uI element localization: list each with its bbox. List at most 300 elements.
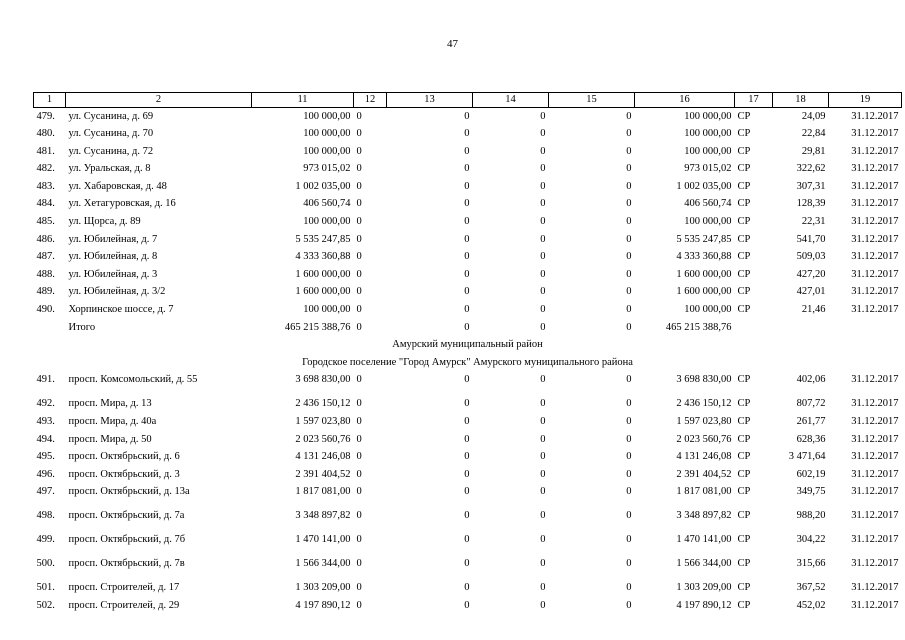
cell: 1 600 000,00 bbox=[676, 268, 732, 280]
cell: 1 817 081,00 bbox=[295, 486, 351, 498]
cell: 0 bbox=[464, 321, 470, 333]
cell: 0 bbox=[356, 198, 362, 210]
cell: 0 bbox=[626, 398, 632, 410]
cell: 973 015,02 bbox=[303, 163, 351, 175]
cell: 1 600 000,00 bbox=[676, 286, 732, 298]
cell: 0 bbox=[464, 145, 470, 157]
cell: 0 bbox=[464, 599, 470, 611]
address-cell: просп. Строителей, д. 17 bbox=[68, 582, 180, 594]
cell: 0 bbox=[626, 468, 632, 480]
cell: 0 bbox=[626, 180, 632, 192]
cell: 0 bbox=[540, 304, 546, 316]
section-row bbox=[34, 354, 902, 372]
cell: 0 bbox=[540, 558, 546, 570]
cell: 0 bbox=[626, 111, 632, 122]
table-row bbox=[34, 579, 902, 597]
table-row bbox=[34, 231, 902, 249]
address-cell: просп. Октябрьский, д. 7б bbox=[68, 534, 186, 546]
cell: СР bbox=[737, 233, 751, 245]
cell: 31.12.2017 bbox=[851, 468, 899, 480]
cell: 465 215 388,76 bbox=[284, 321, 351, 333]
cell: 22,84 bbox=[801, 128, 826, 140]
cell: 0 bbox=[356, 321, 362, 333]
district-heading: Амурский муниципальный район bbox=[392, 339, 543, 351]
address-cell: просп. Октябрьский, д. 7а bbox=[68, 510, 185, 522]
cell: 0 bbox=[356, 163, 362, 175]
cell: 31.12.2017 bbox=[851, 416, 899, 427]
cell: 490. bbox=[36, 304, 55, 316]
cell: 0 bbox=[540, 321, 546, 333]
cell: 496. bbox=[36, 468, 55, 480]
cell: 0 bbox=[464, 451, 470, 463]
address-cell: просп. Октябрьский, д. 13а bbox=[68, 486, 190, 498]
total-row bbox=[34, 319, 902, 337]
cell: СР bbox=[737, 180, 751, 192]
cell: 0 bbox=[626, 286, 632, 298]
cell: 406 560,74 bbox=[303, 198, 351, 210]
cell: 0 bbox=[626, 145, 632, 157]
cell: 100 000,00 bbox=[303, 304, 351, 316]
cell: 480. bbox=[36, 128, 55, 140]
address-cell: ул. Юбилейная, д. 7 bbox=[68, 233, 158, 245]
cell: СР bbox=[737, 510, 751, 522]
cell: 0 bbox=[464, 180, 470, 192]
column-number-header bbox=[34, 93, 902, 108]
cell: 484. bbox=[36, 198, 55, 210]
cell bbox=[735, 319, 773, 337]
cell: СР bbox=[737, 286, 751, 298]
cell: 0 bbox=[464, 304, 470, 316]
table-row bbox=[34, 431, 902, 449]
cell: 0 bbox=[626, 486, 632, 498]
cell: 2 436 150,12 bbox=[676, 398, 732, 410]
cell: 0 bbox=[356, 180, 362, 192]
table-row bbox=[34, 266, 902, 284]
cell: СР bbox=[737, 582, 751, 594]
cell: 0 bbox=[356, 510, 362, 522]
cell: 3 698 830,00 bbox=[676, 374, 732, 386]
cell: 1 597 023,80 bbox=[295, 416, 351, 427]
cell: 0 bbox=[464, 128, 470, 140]
table-row bbox=[34, 301, 902, 319]
cell: 489. bbox=[36, 286, 55, 298]
cell: 100 000,00 bbox=[684, 216, 732, 228]
cell: 4 333 360,88 bbox=[676, 251, 732, 263]
cell: 488. bbox=[36, 268, 55, 280]
cell: 0 bbox=[464, 374, 470, 386]
cell: 31.12.2017 bbox=[851, 534, 899, 546]
cell: 1 566 344,00 bbox=[295, 558, 351, 570]
column-header: 17 bbox=[735, 93, 773, 108]
cell bbox=[829, 319, 902, 337]
table-row bbox=[34, 597, 902, 615]
cell: 0 bbox=[356, 451, 362, 463]
cell: 322,62 bbox=[796, 163, 826, 175]
table-row bbox=[34, 413, 902, 431]
cell: 0 bbox=[356, 145, 362, 157]
cell: 315,66 bbox=[796, 558, 826, 570]
address-cell: ул. Хетагуровская, д. 16 bbox=[68, 198, 176, 210]
cell: 0 bbox=[464, 582, 470, 594]
table-row bbox=[34, 283, 902, 301]
cell: 0 bbox=[464, 198, 470, 210]
address-cell: ул. Юбилейная, д. 3 bbox=[68, 268, 158, 280]
column-header: 12 bbox=[354, 93, 387, 108]
column-header: 15 bbox=[549, 93, 635, 108]
cell: 21,46 bbox=[801, 304, 826, 316]
cell: 0 bbox=[540, 433, 546, 445]
cell: 0 bbox=[540, 145, 546, 157]
address-cell: просп. Октябрьский, д. 3 bbox=[68, 468, 180, 480]
cell: 22,31 bbox=[801, 216, 826, 228]
cell: 0 bbox=[626, 433, 632, 445]
cell: 0 bbox=[356, 304, 362, 316]
cell: 0 bbox=[626, 251, 632, 263]
cell bbox=[34, 319, 66, 337]
cell: 24,09 bbox=[801, 111, 826, 122]
cell: 4 131 246,08 bbox=[295, 451, 351, 463]
cell: 5 535 247,85 bbox=[295, 233, 351, 245]
cell: 0 bbox=[356, 416, 362, 427]
cell: 307,31 bbox=[796, 180, 826, 192]
cell: 0 bbox=[356, 374, 362, 386]
cell: СР bbox=[737, 111, 751, 122]
cell: 0 bbox=[356, 216, 362, 228]
cell: 479. bbox=[36, 111, 55, 122]
cell: 0 bbox=[626, 416, 632, 427]
cell: 0 bbox=[356, 468, 362, 480]
cell: 0 bbox=[626, 198, 632, 210]
cell: 0 bbox=[540, 468, 546, 480]
cell: 0 bbox=[540, 582, 546, 594]
cell: 807,72 bbox=[796, 398, 826, 410]
address-cell: просп. Октябрьский, д. 6 bbox=[68, 451, 180, 463]
cell: 988,20 bbox=[796, 510, 826, 522]
cell: 0 bbox=[464, 534, 470, 546]
cell: 31.12.2017 bbox=[851, 286, 899, 298]
total-label: Итого bbox=[68, 321, 96, 333]
cell: 31.12.2017 bbox=[851, 510, 899, 522]
cell: 31.12.2017 bbox=[851, 128, 899, 140]
cell: 541,70 bbox=[796, 233, 826, 245]
cell: 5 535 247,85 bbox=[676, 233, 732, 245]
cell: 100 000,00 bbox=[303, 145, 351, 157]
cell: 0 bbox=[626, 304, 632, 316]
cell: 491. bbox=[36, 374, 55, 386]
column-header: 13 bbox=[387, 93, 473, 108]
cell: 0 bbox=[356, 251, 362, 263]
cell: 0 bbox=[356, 582, 362, 594]
address-cell: ул. Сусанина, д. 69 bbox=[68, 111, 154, 122]
cell: 0 bbox=[356, 268, 362, 280]
cell: СР bbox=[737, 451, 751, 463]
cell: 482. bbox=[36, 163, 55, 175]
cell: 100 000,00 bbox=[303, 128, 351, 140]
table-row bbox=[34, 213, 902, 231]
cell: 31.12.2017 bbox=[851, 251, 899, 263]
cell: 261,77 bbox=[796, 416, 826, 427]
cell: 973 015,02 bbox=[684, 163, 732, 175]
cell: 1 303 209,00 bbox=[676, 582, 732, 594]
cell: 0 bbox=[540, 216, 546, 228]
cell: 0 bbox=[626, 534, 632, 546]
cell: 0 bbox=[540, 180, 546, 192]
cell: 0 bbox=[464, 558, 470, 570]
cell: 2 391 404,52 bbox=[295, 468, 351, 480]
cell: 0 bbox=[626, 582, 632, 594]
cell: 1 600 000,00 bbox=[295, 268, 351, 280]
cell: 406 560,74 bbox=[684, 198, 732, 210]
cell: 31.12.2017 bbox=[851, 163, 899, 175]
address-cell: ул. Юбилейная, д. 3/2 bbox=[68, 286, 166, 298]
cell: 349,75 bbox=[796, 486, 826, 498]
cell: 0 bbox=[540, 510, 546, 522]
cell: 1 597 023,80 bbox=[676, 416, 732, 427]
table-row bbox=[34, 178, 902, 196]
cell: 0 bbox=[540, 163, 546, 175]
cell: 0 bbox=[626, 321, 632, 333]
cell: 0 bbox=[464, 163, 470, 175]
cell: 500. bbox=[36, 558, 55, 570]
cell: СР bbox=[737, 398, 751, 410]
cell: 1 002 035,00 bbox=[295, 180, 351, 192]
table-row bbox=[34, 483, 902, 507]
cell: 465 215 388,76 bbox=[665, 321, 732, 333]
table-row bbox=[34, 143, 902, 161]
cell: 0 bbox=[464, 251, 470, 263]
table-row bbox=[34, 195, 902, 213]
cell: 0 bbox=[540, 233, 546, 245]
cell: 1 470 141,00 bbox=[676, 534, 732, 546]
cell: 487. bbox=[36, 251, 55, 263]
cell: 0 bbox=[540, 286, 546, 298]
cell: СР bbox=[737, 304, 751, 316]
cell: 128,39 bbox=[796, 198, 826, 210]
cell: 483. bbox=[36, 180, 55, 192]
cell: 0 bbox=[540, 599, 546, 611]
cell: СР bbox=[737, 486, 751, 498]
cell: 502. bbox=[36, 599, 55, 611]
cell: СР bbox=[737, 268, 751, 280]
cell: 498. bbox=[36, 510, 55, 522]
cell: 31.12.2017 bbox=[851, 398, 899, 410]
cell: 0 bbox=[540, 398, 546, 410]
address-cell: Хорпинское шоссе, д. 7 bbox=[68, 304, 174, 316]
cell: 0 bbox=[540, 128, 546, 140]
cell: 602,19 bbox=[796, 468, 826, 480]
cell: 100 000,00 bbox=[303, 111, 351, 122]
cell: 0 bbox=[464, 433, 470, 445]
cell: 0 bbox=[464, 398, 470, 410]
column-header: 19 bbox=[829, 93, 902, 108]
cell: 0 bbox=[356, 128, 362, 140]
cell: 0 bbox=[464, 268, 470, 280]
cell: 499. bbox=[36, 534, 55, 546]
cell: 492. bbox=[36, 398, 55, 410]
cell: 100 000,00 bbox=[684, 145, 732, 157]
cell: 304,22 bbox=[796, 534, 826, 546]
cell: 31.12.2017 bbox=[851, 216, 899, 228]
cell: 0 bbox=[626, 451, 632, 463]
cell: СР bbox=[737, 558, 751, 570]
cell: 1 470 141,00 bbox=[295, 534, 351, 546]
cell: 0 bbox=[356, 486, 362, 498]
cell: СР bbox=[737, 468, 751, 480]
cell: 31.12.2017 bbox=[851, 582, 899, 594]
cell: 0 bbox=[540, 198, 546, 210]
cell: 31.12.2017 bbox=[851, 304, 899, 316]
cell: СР bbox=[737, 251, 751, 263]
cell: 493. bbox=[36, 416, 55, 427]
cell: 0 bbox=[626, 216, 632, 228]
cell: 3 348 897,82 bbox=[676, 510, 732, 522]
cell: 0 bbox=[540, 486, 546, 498]
cell: 2 023 560,76 bbox=[295, 433, 351, 445]
cell: 100 000,00 bbox=[684, 304, 732, 316]
address-cell: просп. Мира, д. 50 bbox=[68, 433, 152, 445]
address-cell: просп. Мира, д. 13 bbox=[68, 398, 152, 410]
cell: 0 bbox=[356, 558, 362, 570]
cell: 2 436 150,12 bbox=[295, 398, 351, 410]
cell: 31.12.2017 bbox=[851, 198, 899, 210]
cell: 31.12.2017 bbox=[851, 433, 899, 445]
table-row bbox=[34, 448, 902, 466]
cell: 3 348 897,82 bbox=[295, 510, 351, 522]
cell: СР bbox=[737, 216, 751, 228]
address-cell: просп. Строителей, д. 29 bbox=[68, 599, 180, 611]
settlement-heading: Городское поселение "Город Амурск" Амурского муниципального района bbox=[302, 356, 633, 368]
cell: 29,81 bbox=[801, 145, 826, 157]
cell: 0 bbox=[464, 468, 470, 480]
cell: 0 bbox=[356, 433, 362, 445]
cell: 0 bbox=[356, 233, 362, 245]
cell: 100 000,00 bbox=[684, 111, 732, 122]
table-row bbox=[34, 248, 902, 266]
cell: 0 bbox=[626, 128, 632, 140]
cell: 427,20 bbox=[796, 268, 826, 280]
cell: 100 000,00 bbox=[303, 216, 351, 228]
cell: 0 bbox=[356, 111, 362, 122]
cell: 3 698 830,00 bbox=[295, 374, 351, 386]
cell: 0 bbox=[540, 268, 546, 280]
column-header: 11 bbox=[252, 93, 354, 108]
cell: 0 bbox=[540, 534, 546, 546]
cell: 0 bbox=[540, 374, 546, 386]
cell: 31.12.2017 bbox=[851, 451, 899, 463]
cell: СР bbox=[737, 374, 751, 386]
cell: 31.12.2017 bbox=[851, 374, 899, 386]
cell: 509,03 bbox=[796, 251, 826, 263]
cell: 0 bbox=[464, 216, 470, 228]
cell: СР bbox=[737, 163, 751, 175]
table-row bbox=[34, 108, 902, 126]
cell: СР bbox=[737, 416, 751, 427]
cell: 0 bbox=[464, 111, 470, 122]
cell: 1 002 035,00 bbox=[676, 180, 732, 192]
cell: 0 bbox=[540, 251, 546, 263]
cell: 0 bbox=[626, 268, 632, 280]
cell: 4 333 360,88 bbox=[295, 251, 351, 263]
table-row bbox=[34, 371, 902, 395]
cell: 31.12.2017 bbox=[851, 268, 899, 280]
table-row bbox=[34, 395, 902, 413]
cell: 2 023 560,76 bbox=[676, 433, 732, 445]
cell: 486. bbox=[36, 233, 55, 245]
cell: 0 bbox=[626, 558, 632, 570]
cell: 4 131 246,08 bbox=[676, 451, 732, 463]
section-row bbox=[34, 336, 902, 354]
cell: 501. bbox=[36, 582, 55, 594]
cell: 0 bbox=[356, 398, 362, 410]
address-cell: ул. Уральская, д. 8 bbox=[68, 163, 151, 175]
cell: 485. bbox=[36, 216, 55, 228]
cell: 0 bbox=[626, 233, 632, 245]
register-table bbox=[33, 92, 902, 615]
column-header: 16 bbox=[635, 93, 735, 108]
cell: 628,36 bbox=[796, 433, 826, 445]
cell: 31.12.2017 bbox=[851, 233, 899, 245]
cell: 0 bbox=[626, 163, 632, 175]
cell: 0 bbox=[626, 374, 632, 386]
cell: 0 bbox=[540, 416, 546, 427]
cell: 0 bbox=[464, 486, 470, 498]
cell: 31.12.2017 bbox=[851, 599, 899, 611]
cell: 100 000,00 bbox=[684, 128, 732, 140]
cell: 4 197 890,12 bbox=[295, 599, 351, 611]
cell: 31.12.2017 bbox=[851, 145, 899, 157]
column-header: 14 bbox=[473, 93, 549, 108]
cell: СР bbox=[737, 145, 751, 157]
cell: 1 817 081,00 bbox=[676, 486, 732, 498]
cell: 3 471,64 bbox=[788, 451, 826, 463]
cell: 1 566 344,00 bbox=[676, 558, 732, 570]
cell: 0 bbox=[540, 451, 546, 463]
cell: 452,02 bbox=[796, 599, 826, 611]
cell: 1 303 209,00 bbox=[295, 582, 351, 594]
table-row bbox=[34, 531, 902, 555]
cell: 0 bbox=[626, 599, 632, 611]
address-cell: ул. Сусанина, д. 70 bbox=[68, 128, 154, 140]
cell: 495. bbox=[36, 451, 55, 463]
cell: СР bbox=[737, 534, 751, 546]
column-header: 18 bbox=[773, 93, 829, 108]
cell: СР bbox=[737, 128, 751, 140]
cell: 4 197 890,12 bbox=[676, 599, 732, 611]
cell: 0 bbox=[356, 286, 362, 298]
address-cell: просп. Комсомольский, д. 55 bbox=[68, 374, 198, 386]
cell: 0 bbox=[464, 510, 470, 522]
cell: 0 bbox=[464, 286, 470, 298]
cell: 1 600 000,00 bbox=[295, 286, 351, 298]
cell: 367,52 bbox=[796, 582, 826, 594]
cell: 2 391 404,52 bbox=[676, 468, 732, 480]
cell: СР bbox=[737, 198, 751, 210]
cell: 0 bbox=[356, 534, 362, 546]
cell: 497. bbox=[36, 486, 55, 498]
table-row bbox=[34, 507, 902, 531]
cell: 402,06 bbox=[796, 374, 826, 386]
cell bbox=[773, 319, 829, 337]
cell: 0 bbox=[540, 111, 546, 122]
cell: 0 bbox=[464, 416, 470, 427]
cell: 481. bbox=[36, 145, 55, 157]
cell: 31.12.2017 bbox=[851, 180, 899, 192]
table-row bbox=[34, 160, 902, 178]
column-header: 1 bbox=[34, 93, 66, 108]
cell: 31.12.2017 bbox=[851, 558, 899, 570]
cell: 427,01 bbox=[796, 286, 826, 298]
cell: 494. bbox=[36, 433, 55, 445]
